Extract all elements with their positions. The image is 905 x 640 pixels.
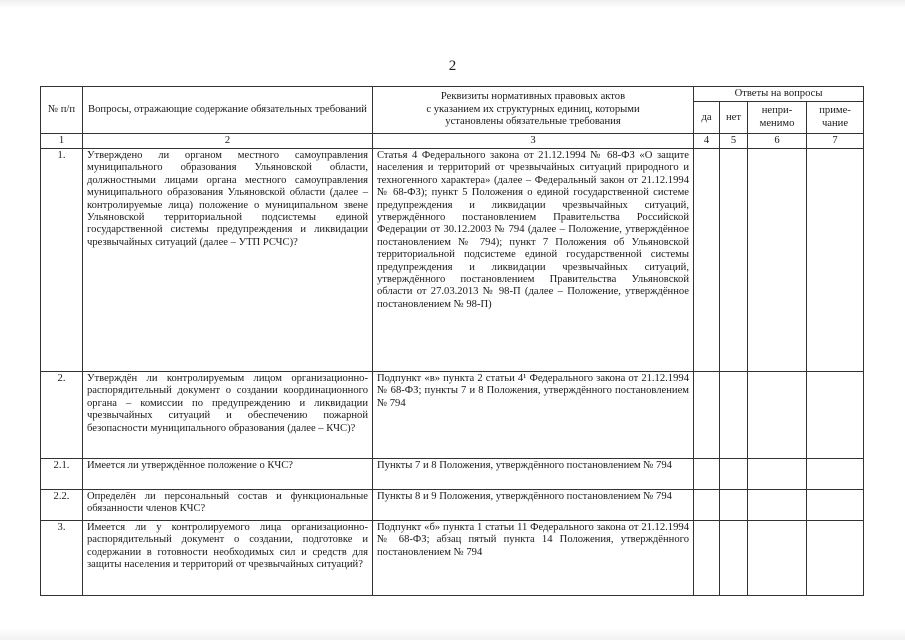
header-answer-note: приме-чание bbox=[807, 102, 864, 134]
table-row bbox=[41, 459, 864, 490]
answer-no-cell[interactable] bbox=[720, 459, 748, 490]
table-row bbox=[41, 372, 864, 459]
answer-note-cell[interactable] bbox=[807, 490, 864, 521]
table-row bbox=[41, 521, 864, 596]
answer-yes-cell[interactable] bbox=[694, 149, 720, 372]
column-number: 1 bbox=[41, 134, 83, 149]
header-answer-yes: да bbox=[694, 102, 720, 134]
header-requisites-line: с указанием их структурных единиц, которыми bbox=[426, 103, 640, 115]
row-number: 2.2. bbox=[41, 490, 83, 521]
table-row bbox=[41, 490, 864, 521]
answer-yes-cell[interactable] bbox=[694, 490, 720, 521]
column-number: 7 bbox=[807, 134, 864, 149]
answer-yes-cell[interactable] bbox=[694, 372, 720, 459]
column-number: 5 bbox=[720, 134, 748, 149]
row-requisites: Статья 4 Федерального закона от 21.12.1994 № 68-ФЗ «О защите населения и территорий от чрезвычайных ситуаций природного и техногенного характера» (далее – Федеральный закон от 21.12.1994 № 68-ФЗ); пункт 5 Положения о единой государственной системе предупреждения и ликвидации чрезвычайных ситуаций, утверждённого постановлением Правительства Российской Федерации от 30.12.2003 № 794 (далее – Положение, утверждённое постановлением № 794); пункт 7 Положения об Ульяновской территориальной подсистеме единой государственной системы предупреждения и ликвидации чрезвычайных ситуаций, утверждённого постановлением Правительства Ульяновской области от 27.03.2013 № 98-П (далее – Положение, утверждённое постановлением № 98-П) bbox=[373, 149, 694, 372]
row-question: Утверждено ли органом местного самоуправления муниципального образования Ульяновской области, должностными лицами органа местного самоуправления муниципального образования Ульяновской области (далее – контролируемые лица) положение о муниципальном звене Ульяновской территориальной подсистемы единой государственной системы предупреждения и ликвидации чрезвычайных ситуаций (далее – УТП РСЧС)? bbox=[83, 149, 373, 372]
answer-yes-cell[interactable] bbox=[694, 459, 720, 490]
answer-not-applicable-cell[interactable] bbox=[748, 459, 807, 490]
row-requisites: Подпункт «в» пункта 2 статьи 4¹ Федерального закона от 21.12.1994 № 68-ФЗ; пункты 7 и 8 Положения, утверждённого постановлением № 794 bbox=[373, 372, 694, 459]
row-question: Утверждён ли контролируемым лицом организационно-распорядительный документ о создании координационного органа – комиссии по предупреждению и ликвидации чрезвычайных ситуаций и обеспечению пожарной безопасности муниципального образования (далее – КЧС)? bbox=[83, 372, 373, 459]
answer-no-cell[interactable] bbox=[720, 149, 748, 372]
answer-yes-cell[interactable] bbox=[694, 521, 720, 596]
row-requisites: Пункты 8 и 9 Положения, утверждённого постановлением № 794 bbox=[373, 490, 694, 521]
answer-no-cell[interactable] bbox=[720, 521, 748, 596]
header-requisites-line: Реквизиты нормативных правовых актов bbox=[440, 91, 626, 103]
header-requisites-line: установлены обязательные требования bbox=[445, 116, 621, 128]
row-number: 3. bbox=[41, 521, 83, 596]
answer-note-cell[interactable] bbox=[807, 149, 864, 372]
header-answer-not-applicable: непри-менимо bbox=[748, 102, 807, 134]
table-header-row bbox=[41, 87, 864, 102]
answer-no-cell[interactable] bbox=[720, 372, 748, 459]
answer-not-applicable-cell[interactable] bbox=[748, 521, 807, 596]
scan-edge-top bbox=[0, 0, 905, 8]
answer-note-cell[interactable] bbox=[807, 459, 864, 490]
row-number: 2. bbox=[41, 372, 83, 459]
answer-not-applicable-cell[interactable] bbox=[748, 372, 807, 459]
column-number: 6 bbox=[748, 134, 807, 149]
header-requisites bbox=[373, 87, 694, 134]
column-number: 4 bbox=[694, 134, 720, 149]
scan-edge-bottom bbox=[0, 628, 905, 640]
answer-note-cell[interactable] bbox=[807, 372, 864, 459]
answer-no-cell[interactable] bbox=[720, 490, 748, 521]
row-question: Имеется ли у контролируемого лица организационно-распорядительный документ о создании, подготовке и содержании в готовности необходимых сил и средств для защиты населения и территорий от чрезвычайных ситуаций? bbox=[83, 521, 373, 596]
column-numbers-row bbox=[41, 134, 864, 149]
column-number: 2 bbox=[83, 134, 373, 149]
table-row bbox=[41, 149, 864, 372]
header-questions: Вопросы, отражающие содержание обязательных требований bbox=[83, 87, 373, 134]
row-question: Имеется ли утверждённое положение о КЧС? bbox=[83, 459, 373, 490]
row-requisites: Пункты 7 и 8 Положения, утверждённого постановлением № 794 bbox=[373, 459, 694, 490]
row-question: Определён ли персональный состав и функциональные обязанности членов КЧС? bbox=[83, 490, 373, 521]
page-number: 2 bbox=[448, 58, 457, 74]
row-requisites: Подпункт «б» пункта 1 статьи 11 Федерального закона от 21.12.1994 № 68-ФЗ; абзац пятый пункта 14 Положения, утверждённого постановлением № 794 bbox=[373, 521, 694, 596]
answer-note-cell[interactable] bbox=[807, 521, 864, 596]
header-number: № п/п bbox=[41, 87, 83, 134]
header-answers-group: Ответы на вопросы bbox=[694, 87, 864, 102]
requirements-table bbox=[40, 86, 864, 596]
row-number: 2.1. bbox=[41, 459, 83, 490]
header-answer-no: нет bbox=[720, 102, 748, 134]
answer-not-applicable-cell[interactable] bbox=[748, 490, 807, 521]
answer-not-applicable-cell[interactable] bbox=[748, 149, 807, 372]
row-number: 1. bbox=[41, 149, 83, 372]
column-number: 3 bbox=[373, 134, 694, 149]
